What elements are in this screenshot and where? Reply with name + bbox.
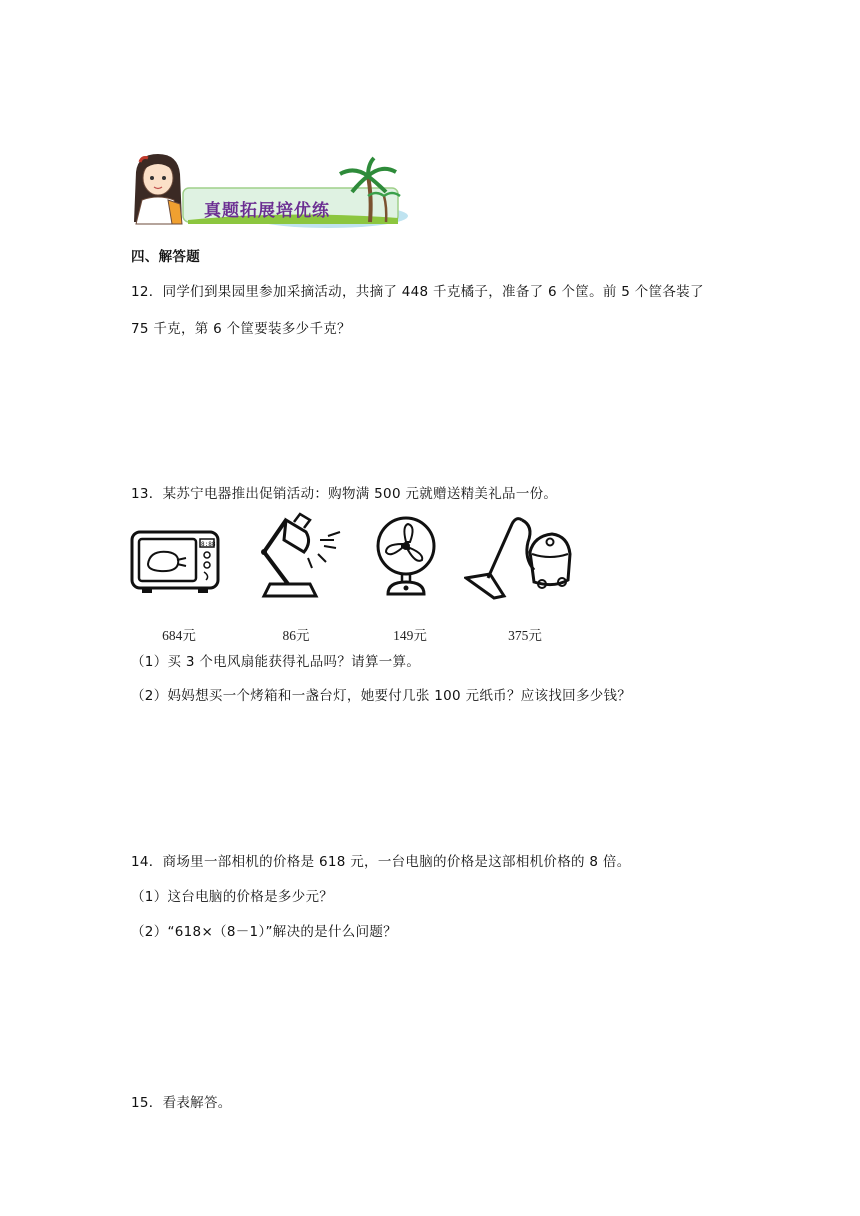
section-banner bbox=[128, 152, 408, 230]
microwave-price: 684元 bbox=[162, 628, 196, 643]
question-15-intro: 15．看表解答。 bbox=[131, 1095, 232, 1111]
desk-lamp-icon bbox=[258, 512, 348, 600]
question-13-part-2: （2）妈妈想买一个烤箱和一盏台灯，她要付几张 100 元纸币？应该找回多少钱？ bbox=[131, 688, 632, 704]
svg-text:8:88: 8:88 bbox=[201, 541, 216, 548]
microwave-oven-icon bbox=[130, 530, 220, 596]
fan-price: 149元 bbox=[393, 628, 427, 643]
question-12-line-2: 75 千克，第 6 个筐要装多少千克？ bbox=[131, 321, 351, 337]
girl-illustration bbox=[134, 154, 182, 224]
question-13-part-1: （1）买 3 个电风扇能获得礼品吗？请算一算。 bbox=[131, 654, 421, 670]
question-14-intro: 14．商场里一部相机的价格是 618 元，一台电脑的价格是这部相机价格的 8 倍。 bbox=[131, 854, 631, 870]
vacuum-cleaner-icon bbox=[464, 512, 574, 600]
question-13-intro: 13．某苏宁电器推出促销活动：购物满 500 元就赠送精美礼品一份。 bbox=[131, 486, 558, 502]
section-heading: 四、解答题 bbox=[131, 249, 200, 265]
electric-fan-icon bbox=[374, 516, 438, 598]
question-12-line-1: 12．同学们到果园里参加采摘活动，共摘了 448 千克橘子，准备了 6 个筐。前 5 个筐各装了 bbox=[131, 284, 704, 300]
vacuum-price: 375元 bbox=[508, 628, 542, 643]
question-14-part-2: （2）“618×（8－1）”解决的是什么问题？ bbox=[131, 924, 397, 940]
question-14-part-1: （1）这台电脑的价格是多少元？ bbox=[131, 889, 334, 905]
lamp-price: 86元 bbox=[282, 628, 310, 643]
banner-title: 真题拓展培优练 bbox=[204, 201, 330, 221]
